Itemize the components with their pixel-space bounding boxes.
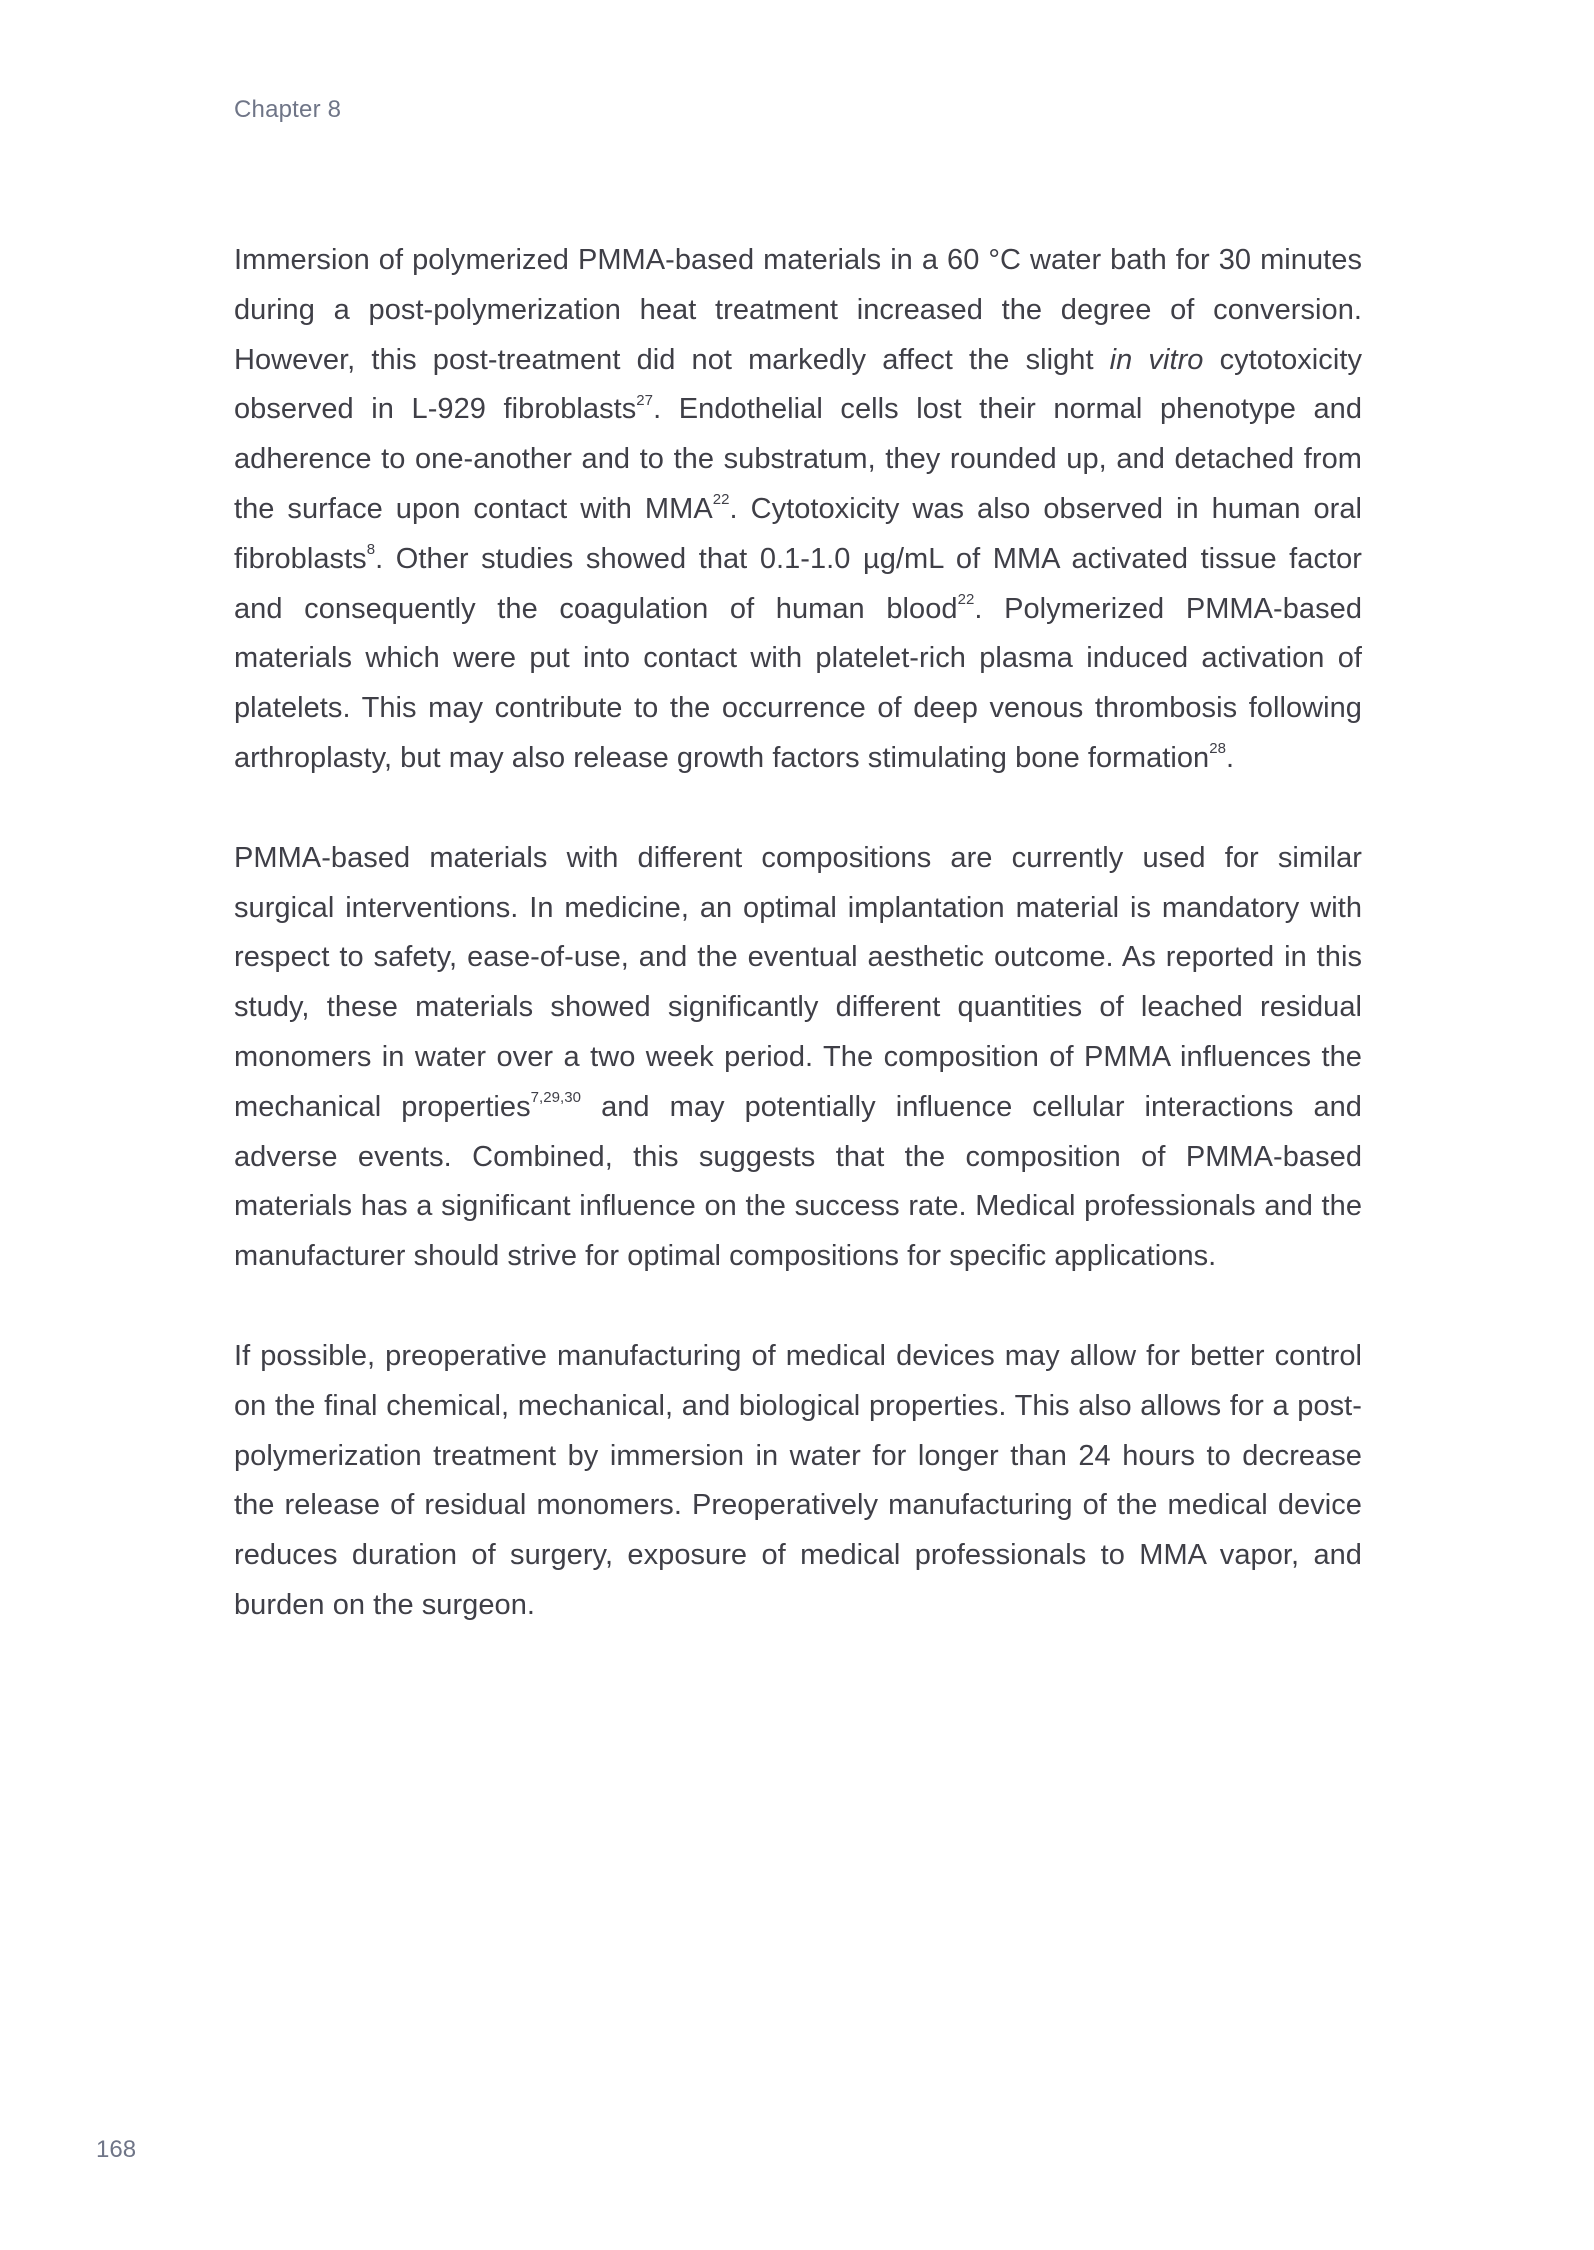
paragraph-1-text: . [1226, 741, 1235, 774]
paragraph-1-text: . Other studies showed that 0.1-1.0 µg/mL of MMA activated tissue factor and consequently the coagulation of human blood [234, 542, 1362, 625]
paragraph-2 [234, 834, 1362, 1282]
page-number: 168 [96, 2136, 137, 2163]
citation-superscript: 7,29,30 [530, 1089, 582, 1107]
citation-superscript: 27 [636, 391, 654, 409]
paragraph-1-text: . Cytotoxicity was also observed in human oral fibroblasts [234, 492, 1363, 575]
citation-superscript: 22 [712, 491, 730, 509]
paragraph-1-text: cytotoxicity observed in L-929 fibroblasts [234, 343, 1362, 426]
paragraph-1 [234, 236, 1362, 784]
paragraph-2-text: and may potentially influence cellular interactions and adverse events. Combined, this suggests that the composition of PMMA-based materials has a significant influence on the success rate. Medical professionals and the manufacturer should strive for optimal compositions for specific applications. [234, 1090, 1362, 1273]
citation-superscript: 8 [366, 541, 376, 559]
running-head: Chapter 8 [234, 96, 342, 123]
citation-superscript: 28 [1209, 740, 1227, 758]
paragraph-1-text: . Endothelial cells lost their normal phenotype and adherence to one-another and to the substratum, they rounded up, and detached from the surface upon contact with MMA [234, 393, 1362, 525]
paragraph-2-text: PMMA-based materials with different compositions are currently used for similar surgical interventions. In medicine, an optimal implantation material is mandatory with respect to safety, ease-of-use, and the eventual aesthetic outcome. As reported in this study, these materials showed significantly different quantities of leached residual monomers in water over a two week period. The composition of PMMA influences the mechanical properties [234, 841, 1362, 1123]
body-text [234, 236, 1362, 1681]
italic-term: in vitro [1109, 343, 1204, 376]
paragraph-1-text: . Polymerized PMMA-based materials which were put into contact with platelet-rich plasma induced activation of platelets. This may contribute to the occurrence of deep venous thrombosis following arthroplasty, but may also release growth factors stimulating bone formation [234, 592, 1362, 774]
paragraph-3: If possible, preoperative manufacturing of medical devices may allow for better control on the final chemical, mechanical, and biological properties. This also allows for a post-polymerization treatment by immersion in water for longer than 24 hours to decrease the release of residual monomers. Preoperatively manufacturing of the medical device reduces duration of surgery, exposure of medical professionals to MMA vapor, and burden on the surgeon. [234, 1339, 1362, 1621]
citation-superscript: 22 [957, 590, 975, 608]
paragraph-1-text: Immersion of polymerized PMMA-based materials in a 60 °C water bath for 30 minutes during a post-polymerization heat treatment increased the degree of conversion. However, this post-treatment did not markedly affect the slight [234, 244, 1362, 376]
